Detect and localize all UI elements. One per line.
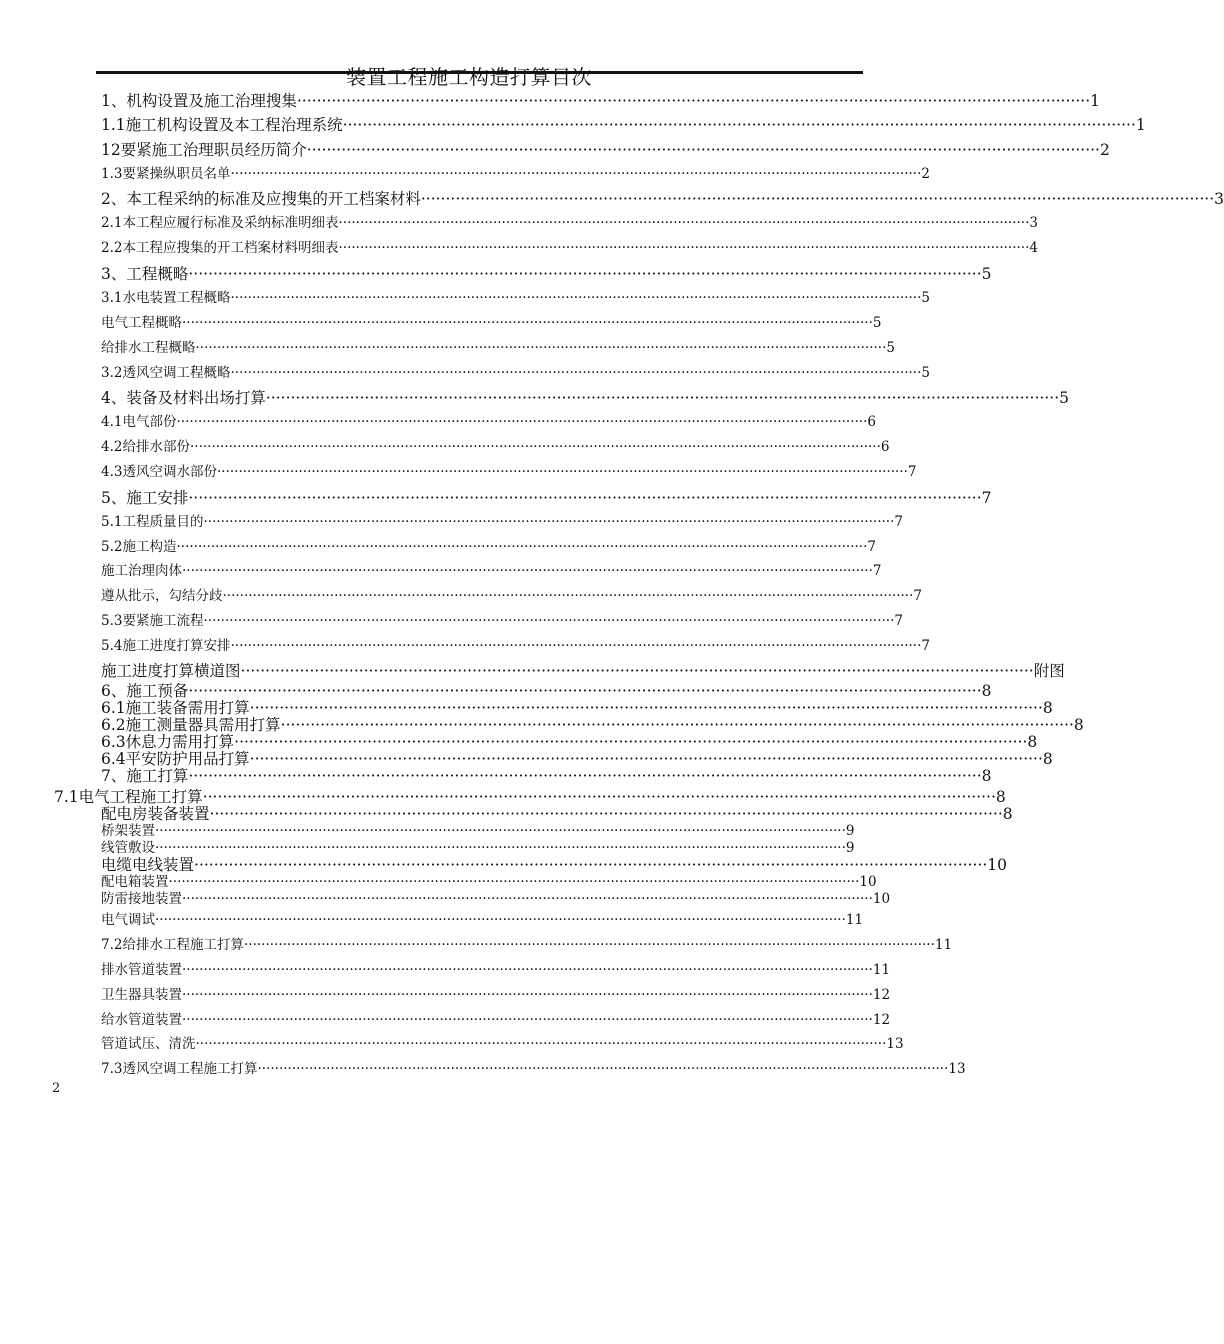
document-title: 装置工程施工构造打算目次 — [346, 65, 592, 89]
toc-entry-label: 管道试压、清洗 — [101, 1036, 196, 1052]
toc-entry-label: 4.2给排水部份 — [101, 439, 190, 455]
toc-entry[interactable] — [101, 840, 855, 857]
toc-entry-page-number: 11 — [934, 937, 953, 953]
toc-leader-dots: ································································································································································· — [257, 1061, 949, 1077]
toc-entry-page-number: 7 — [913, 588, 922, 604]
footer-page-number: 2 — [52, 1081, 61, 1096]
toc-entry-page-number: 5 — [886, 340, 895, 356]
toc-leader-dots: ································································································································································· — [203, 613, 895, 629]
toc-entry-label: 7、施工打算 — [101, 767, 189, 785]
toc-entry-label: 给排水工程概略 — [101, 340, 196, 356]
toc-entry-page-number: 13 — [886, 1036, 904, 1052]
toc-entry-label: 1.1施工机构设置及本工程治理系统 — [101, 116, 343, 134]
toc-leader-dots: ································································································································································· — [296, 92, 1091, 110]
toc-entry-label: 给水管道装置 — [101, 1012, 182, 1028]
toc-entry-page-number: 10 — [987, 856, 1007, 874]
toc-entry[interactable] — [101, 539, 876, 556]
toc-entry-page-number: 5 — [921, 290, 930, 306]
toc-entry-label: 电缆电线装置 — [101, 856, 195, 874]
toc-entry[interactable] — [101, 699, 1053, 717]
toc-leader-dots: ································································································································································· — [176, 539, 868, 555]
toc-entry-page-number: 7 — [894, 613, 903, 629]
toc-entry[interactable] — [101, 389, 1069, 407]
toc-entry[interactable] — [101, 1036, 904, 1053]
toc-entry[interactable] — [101, 987, 891, 1004]
toc-entry-page-number: 7 — [872, 563, 882, 579]
toc-entry-label: 6.1施工装备需用打算 — [101, 699, 250, 717]
toc-entry-page-number: 9 — [845, 823, 855, 839]
toc-leader-dots: ································································································································································· — [202, 788, 996, 806]
toc-entry-page-number: 3 — [1214, 190, 1224, 208]
toc-entry-page-number: 5 — [981, 265, 992, 283]
toc-entry[interactable] — [101, 823, 855, 840]
toc-entry[interactable] — [101, 92, 1100, 110]
toc-entry[interactable] — [101, 716, 1084, 734]
toc-leader-dots: ································································································································································· — [182, 1012, 873, 1028]
toc-entry-label: 4、装备及材料出场打算 — [101, 389, 266, 407]
toc-leader-dots: ································································································································································· — [280, 716, 1074, 734]
toc-leader-dots: ································································································································································· — [155, 840, 846, 856]
toc-entry[interactable] — [101, 215, 1038, 232]
toc-entry-label: 6.3休息力需用打算 — [101, 733, 235, 751]
toc-entry-label: 7.3透风空调工程施工打算 — [101, 1061, 258, 1077]
toc-entry[interactable] — [101, 767, 992, 785]
toc-entry-label: 5.2施工构造 — [101, 539, 177, 555]
toc-leader-dots: ································································································································································· — [182, 563, 873, 579]
toc-leader-dots: ································································································································································· — [182, 987, 873, 1003]
toc-entry[interactable] — [101, 733, 1038, 751]
toc-entry-label: 3、工程概略 — [101, 265, 189, 283]
toc-leader-dots: ································································································································································· — [265, 389, 1060, 407]
toc-entry[interactable] — [101, 414, 876, 431]
toc-entry-label: 施工治理肉体 — [101, 563, 182, 579]
toc-entry-label: 配电箱装置 — [101, 874, 169, 890]
toc-entry-page-number: 7 — [981, 489, 992, 507]
toc-leader-dots: ································································································································································· — [249, 699, 1043, 717]
toc-leader-dots: ································································································································································· — [189, 439, 881, 455]
toc-entry-label: 4.3透风空调水部份 — [101, 464, 217, 480]
toc-entry[interactable] — [101, 662, 1065, 680]
toc-entry-label: 1、机构设置及施工治理搜集 — [101, 92, 297, 110]
toc-entry-page-number: 10 — [872, 891, 891, 907]
toc-leader-dots: ································································································································································· — [230, 290, 922, 306]
toc-leader-dots: ································································································································································· — [203, 514, 895, 530]
toc-entry[interactable] — [101, 682, 992, 700]
toc-entry[interactable] — [101, 874, 877, 891]
toc-leader-dots: ································································································································································· — [182, 315, 873, 331]
toc-entry-label: 6.2施工测量器具需用打算 — [101, 716, 281, 734]
toc-entry-label: 5、施工安排 — [101, 489, 189, 507]
toc-entry[interactable] — [101, 464, 917, 481]
toc-entry[interactable] — [101, 240, 1038, 257]
toc-leader-dots: ································································································································································· — [338, 215, 1030, 231]
toc-entry-label: 5.4施工进度打算安排 — [101, 638, 231, 654]
toc-entry-page-number: 3 — [1029, 215, 1038, 231]
toc-entry[interactable] — [101, 116, 1146, 134]
toc-entry[interactable] — [101, 912, 864, 929]
toc-leader-dots: ································································································································································· — [420, 190, 1215, 208]
toc-entry[interactable] — [101, 563, 882, 580]
toc-entry[interactable] — [101, 1061, 966, 1078]
toc-leader-dots: ································································································································································· — [243, 937, 935, 953]
toc-leader-dots: ································································································································································· — [230, 638, 922, 654]
toc-entry-label: 1.3要紧操纵职员名单 — [101, 166, 231, 182]
toc-entry-page-number: 6 — [867, 414, 876, 430]
toc-entry-label: 3.1水电装置工程概略 — [101, 290, 231, 306]
toc-leader-dots: ································································································································································· — [216, 464, 908, 480]
toc-entry-label: 3.2透风空调工程概略 — [101, 365, 231, 381]
toc-entry-label: 4.1电气部份 — [101, 414, 177, 430]
toc-entry-page-number: 8 — [1002, 805, 1013, 823]
toc-entry-page-number: 8 — [1027, 733, 1038, 751]
toc-entry-label: 施工进度打算横道图 — [101, 662, 241, 680]
toc-entry-page-number: 7 — [894, 514, 903, 530]
toc-entry-page-number: 6 — [880, 439, 890, 455]
toc-leader-dots: ································································································································································· — [195, 1036, 887, 1052]
toc-leader-dots: ································································································································································· — [194, 856, 988, 874]
toc-leader-dots: ································································································································································· — [249, 750, 1043, 768]
toc-leader-dots: ································································································································································· — [188, 265, 982, 283]
toc-entry-page-number: 8 — [1042, 750, 1053, 768]
toc-entry[interactable] — [101, 805, 1013, 823]
toc-entry-page-number: 10 — [859, 874, 877, 890]
toc-entry[interactable] — [101, 190, 1224, 208]
toc-entry-page-number: 7 — [867, 539, 876, 555]
toc-entry[interactable] — [101, 962, 891, 979]
toc-entry[interactable] — [54, 788, 1006, 806]
toc-entry-label: 7.1电气工程施工打算 — [54, 788, 203, 806]
toc-entry[interactable] — [101, 365, 930, 382]
toc-leader-dots: ································································································································································· — [209, 805, 1003, 823]
toc-leader-dots: ································································································································································· — [230, 365, 922, 381]
toc-entry-label: 线管敷设 — [101, 840, 155, 856]
toc-entry-page-number: 8 — [1073, 716, 1084, 734]
toc-entry-page-number: 9 — [845, 840, 855, 856]
toc-entry[interactable] — [101, 290, 930, 307]
toc-entry[interactable] — [101, 891, 891, 908]
toc-leader-dots: ································································································································································· — [240, 662, 1034, 680]
toc-entry-label: 电气工程概略 — [101, 315, 182, 331]
toc-entry[interactable] — [101, 315, 882, 332]
toc-entry[interactable] — [101, 1012, 891, 1029]
toc-leader-dots: ································································································································································· — [182, 891, 873, 907]
toc-entry-page-number: 8 — [981, 682, 992, 700]
toc-leader-dots: ································································································································································· — [168, 874, 860, 890]
toc-entry-label: 2.2本工程应搜集的开工档案材料明细表 — [101, 240, 339, 256]
toc-entry-page-number: 7 — [907, 464, 917, 480]
toc-entry-label: 6.4平安防护用品打算 — [101, 750, 250, 768]
toc-entry-page-number: 1 — [1135, 116, 1146, 134]
toc-leader-dots: ································································································································································· — [188, 767, 982, 785]
toc-entry-label: 电气调试 — [101, 912, 155, 928]
toc-entry-page-number: 8 — [1042, 699, 1053, 717]
toc-leader-dots: ································································································································································· — [234, 733, 1028, 751]
toc-entry-page-number: 附图 — [1033, 662, 1065, 680]
toc-entry-page-number: 13 — [948, 1061, 966, 1077]
toc-entry-label: 卫生器具装置 — [101, 987, 182, 1003]
toc-entry-page-number: 12 — [872, 1012, 891, 1028]
toc-leader-dots: ································································································································································· — [230, 166, 922, 182]
toc-entry[interactable] — [101, 638, 930, 655]
toc-entry-page-number: 12 — [872, 987, 891, 1003]
toc-entry-label: 2、本工程采纳的标准及应搜集的开工档案材料 — [101, 190, 421, 208]
toc-entry[interactable] — [101, 489, 992, 507]
toc-entry-label: 5.3要紧施工流程 — [101, 613, 204, 629]
toc-entry-page-number: 8 — [981, 767, 992, 785]
toc-leader-dots: ································································································································································· — [306, 141, 1100, 159]
toc-entry-label: 6、施工预备 — [101, 682, 189, 700]
toc-entry[interactable] — [101, 265, 992, 283]
toc-entry-page-number: 4 — [1029, 240, 1038, 256]
toc-entry-label: 排水管道装置 — [101, 962, 182, 978]
toc-leader-dots: ································································································································································· — [176, 414, 868, 430]
toc-entry-label: 5.1工程质量目的 — [101, 514, 204, 530]
toc-entry-page-number: 1 — [1090, 92, 1100, 110]
toc-leader-dots: ································································································································································· — [155, 912, 846, 928]
toc-entry-page-number: 5 — [1059, 389, 1069, 407]
toc-leader-dots: ································································································································································· — [188, 489, 982, 507]
toc-entry[interactable] — [101, 514, 903, 531]
toc-leader-dots: ································································································································································· — [195, 340, 887, 356]
toc-entry-label: 配电房装备装置 — [101, 805, 210, 823]
toc-leader-dots: ································································································································································· — [342, 116, 1136, 134]
toc-entry-page-number: 2 — [921, 166, 930, 182]
toc-entry[interactable] — [101, 588, 922, 605]
toc-entry-page-number: 5 — [921, 365, 930, 381]
toc-entry-label: 2.1本工程应履行标准及采纳标准明细表 — [101, 215, 339, 231]
toc-entry[interactable] — [101, 141, 1110, 159]
toc-leader-dots: ································································································································································· — [222, 588, 914, 604]
toc-entry[interactable] — [101, 439, 890, 456]
toc-entry[interactable] — [101, 340, 895, 357]
toc-entry-page-number: 11 — [872, 962, 891, 978]
toc-entry[interactable] — [101, 856, 1007, 874]
toc-leader-dots: ································································································································································· — [188, 682, 982, 700]
toc-entry[interactable] — [101, 750, 1053, 768]
toc-entry-page-number: 8 — [995, 788, 1006, 806]
toc-entry-page-number: 7 — [921, 638, 930, 654]
toc-entry-label: 防雷接地装置 — [101, 891, 182, 907]
toc-leader-dots: ································································································································································· — [155, 823, 846, 839]
toc-entry-label: 遵从批示，勾结分歧 — [101, 588, 223, 604]
toc-entry-label: 12要紧施工治理职员经历简介 — [101, 141, 307, 159]
toc-entry-label: 7.2给排水工程施工打算 — [101, 937, 244, 953]
toc-entry-page-number: 11 — [845, 912, 864, 928]
toc-entry[interactable] — [101, 613, 903, 630]
toc-entry[interactable] — [101, 937, 953, 954]
toc-leader-dots: ································································································································································· — [182, 962, 873, 978]
toc-entry-label: 桥架装置 — [101, 823, 155, 839]
toc-entry-page-number: 2 — [1099, 141, 1110, 159]
toc-entry-page-number: 5 — [872, 315, 882, 331]
toc-entry[interactable] — [101, 166, 930, 183]
toc-leader-dots: ································································································································································· — [338, 240, 1030, 256]
